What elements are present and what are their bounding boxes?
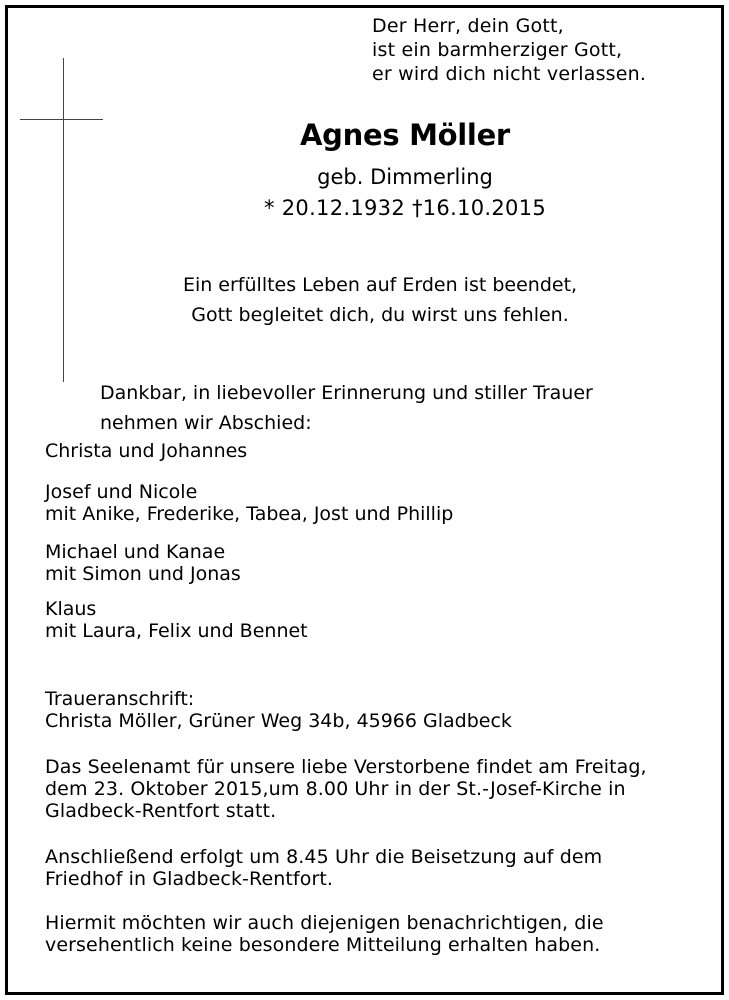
- verse-line-3: er wird dich nicht verlassen.: [372, 63, 647, 85]
- address-block: [45, 688, 705, 732]
- verse-line-2: ist ein barmherziger Gott,: [372, 39, 623, 61]
- burial-line: Friedhof in Gladbeck-Rentfort.: [45, 868, 334, 890]
- family-line: Josef und Nicole: [45, 481, 198, 503]
- thanks-text: [100, 378, 700, 438]
- family-group-2: [45, 481, 705, 525]
- motto-line-2: Gott begleitet dich, du wirst uns fehlen.: [191, 304, 569, 326]
- life-dates: * 20.12.1932 †16.10.2015: [263, 196, 547, 220]
- closing-notice: [45, 912, 707, 956]
- notice-line: versehentlich keine besondere Mitteilung erhalten haben.: [45, 934, 601, 956]
- bible-verse: [372, 14, 702, 86]
- family-line: Klaus: [45, 598, 97, 620]
- family-line: Christa und Johannes: [45, 440, 248, 462]
- address-label: Traueranschrift:: [45, 688, 195, 710]
- service-line: dem 23. Oktober 2015,um 8.00 Uhr in der St.-Josef-Kirche in: [45, 778, 626, 800]
- thanks-line-1: Dankbar, in liebevoller Erinnerung und stiller Trauer: [100, 382, 593, 404]
- notice-line: Hiermit möchten wir auch diejenigen benachrichtigen, die: [45, 912, 604, 934]
- family-group-3: [45, 541, 705, 585]
- family-group-4: [45, 598, 705, 642]
- family-line: Michael und Kanae: [45, 541, 226, 563]
- burial-info: [45, 846, 707, 890]
- birth-name: geb. Dimmerling: [317, 165, 493, 189]
- service-line: Gladbeck-Rentfort statt.: [45, 800, 277, 822]
- family-group-1: [45, 440, 705, 462]
- thanks-line-2: nehmen wir Abschied:: [100, 412, 312, 434]
- deceased-name: Agnes Möller: [300, 118, 510, 152]
- family-line: mit Laura, Felix und Bennet: [45, 620, 308, 642]
- verse-line-1: Der Herr, dein Gott,: [372, 15, 564, 37]
- motto-line-1: Ein erfülltes Leben auf Erden ist beendet,: [182, 274, 578, 296]
- motto: [0, 270, 729, 330]
- family-line: mit Simon und Jonas: [45, 563, 241, 585]
- burial-line: Anschließend erfolgt um 8.45 Uhr die Beisetzung auf dem: [45, 846, 603, 868]
- family-line: mit Anike, Frederike, Tabea, Jost und Phillip: [45, 503, 454, 525]
- cross-icon: [63, 58, 64, 382]
- service-info: [45, 756, 707, 822]
- address-value: Christa Möller, Grüner Weg 34b, 45966 Gladbeck: [45, 710, 512, 732]
- service-line: Das Seelenamt für unsere liebe Verstorbene findet am Freitag,: [45, 756, 647, 778]
